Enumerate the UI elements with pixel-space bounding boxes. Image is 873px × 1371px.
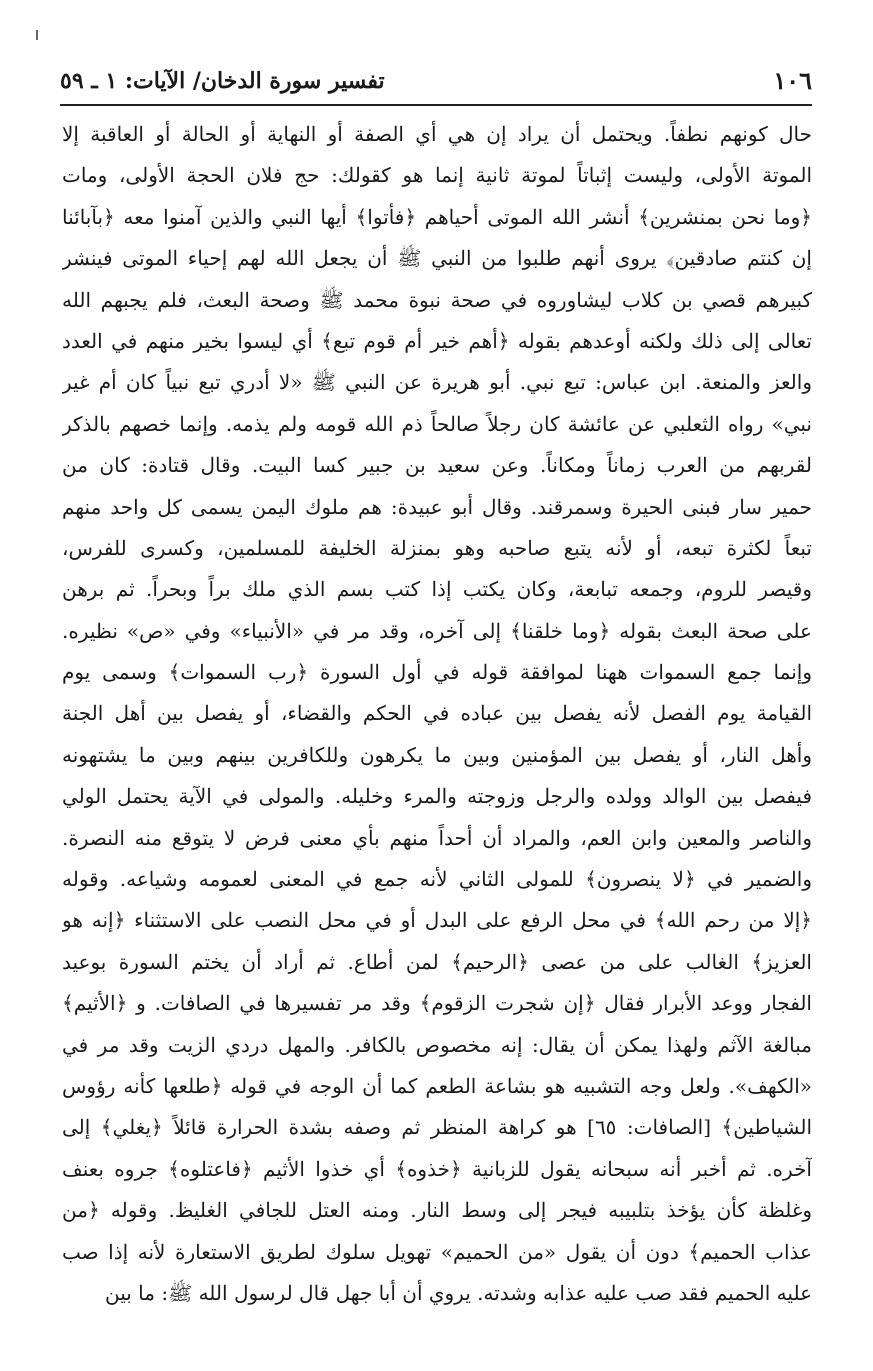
text-line: والضمير في ﴿لا ينصرون﴾ للمولى الثاني لأنه جمع في المعنى لعمومه وشياعه. وقوله [62,867,812,892]
text-line: نبي» رواه الثعلبي عن عائشة كان رجلاً صالحاً ذم الله قومه ولم يذمه. وإنما خصهم بالذكر [62,411,812,436]
text-line: فيفصل بين الوالد وولده والرجل وزوجته والمرء وخليله. والمولى في الآية يحتمل الولي [62,784,812,809]
text-line: إن كنتم صادقين﴾ يروى أنهم طلبوا من النبي ﷺ أن يجعل الله لهم إحياء الموتى فينشر [62,246,812,271]
text-line: والناصر والمعين وابن العم، والمراد أن أحداً منهم بأي معنى فرض لا يتوقع منه النصرة. [62,825,812,850]
text-line: تبعاً لكثرة تبعه، أو لأنه يتبع صاحبه وهو بمنزلة الخليفة للمسلمين، وكسرى للفرس، [62,535,812,560]
text-line: عليه الحميم فقد صب عليه عذابه وشدته. يروي أن أبا جهل قال لرسول الله ﷺ: ما بين [104,1280,812,1305]
text-line: آخره. ثم أخبر أنه سبحانه يقول للزبانية ﴿خذوه﴾ أي خذوا الأثيم ﴿فاعتلوه﴾ جروه بعنف [62,1156,812,1181]
body-text [62,114,812,1314]
text-line: وإنما جمع السموات ههنا لموافقة قوله في أول السورة ﴿رب السموات﴾ وسمى يوم [62,660,812,685]
text-line: العزيز﴾ الغالب على من عصى ﴿الرحيم﴾ لمن أطاع. ثم أراد أن يختم السورة بوعيد [62,949,812,974]
text-line: لقربهم من العرب زماناً ومكاناً. وعن سعيد بن جبير كسا البيت. وقال قتادة: كان من [62,453,812,478]
text-line: وغلظة كأن يؤخذ بتلبيبه فيجر إلى وسط النار. ومنه العتل للجافي الغليظ. وقوله ﴿من [62,1198,812,1223]
text-line: حمير سار فبنى الحيرة وسمرقند. وقال أبو عبيدة: هم ملوك اليمن يسمى كل واحد منهم [62,494,812,519]
text-line: الموتة الأولى، وليست إثباتاً لموتة ثانية إنما هو كقولك: حج فلان الحجة الأولى، ومات [62,163,812,188]
text-line: على صحة البعث بقوله ﴿وما خلقنا﴾ إلى آخره، وقد مر في «الأنبياء» وفي «ص» نظيره. [62,618,812,643]
text-line: مبالغة الآثم ولهذا يمكن أن يقال: إنه مخصوص بالكافر. والمهل دردي الزيت وقد مر في [62,1032,812,1057]
page-header [60,66,812,96]
text-line: القيامة يوم الفصل لأنه يفصل بين عباده في الحكم والقضاء، أو يفصل بين أهل الجنة [62,701,812,726]
scan-mark [36,30,38,40]
text-line: عذاب الحميم﴾ دون أن يقول «من الحميم» تهويل سلوك لطريق الاستعارة لأنه إذا صب [62,1239,812,1264]
text-line: حال كونهم نطفاً. ويحتمل أن يراد إن هي أي الصفة أو النهاية أو الحالة أو العاقبة إلا [62,122,812,146]
text-line: وقيصر للروم، وجمعه تبابعة، وكان يكتب إذا كتب بسم الذي ملك براً وبحراً. ثم برهن [62,577,812,602]
header-divider [60,104,812,106]
text-line: والعز والمنعة. ابن عباس: تبع نبي. أبو هريرة عن النبي ﷺ «لا أدري تبع نبياً كان أم غير [62,370,812,395]
text-line: الشياطين﴾ [الصافات: ٦٥] هو كراهة المنظر ثم وصفه بشدة الحرارة قائلاً ﴿يغلي﴾ إلى [62,1115,812,1140]
text-line: الفجار ووعد الأبرار فقال ﴿إن شجرت الزقوم﴾ وقد مر تفسيرها في الصافات. و ﴿الأثيم﴾ [62,991,812,1016]
text-line: ﴿وما نحن بمنشرين﴾ أنشر الله الموتى أحياهم ﴿فأتوا﴾ أيها النبي والذين آمنوا معه ﴿بآبائنا [62,204,812,229]
text-line: ﴿إلا من رحم الله﴾ في محل الرفع على البدل أو في محل النصب على الاستثناء ﴿إنه هو [62,908,812,933]
text-line: «الكهف». ولعل وجه التشبيه هو بشاعة الطعم كما أن الوجه في قوله ﴿طلعها كأنه رؤوس [62,1073,812,1098]
running-title: تفسير سورة الدخان/ الآيات: ١ ـ ٥٩ [60,68,385,94]
text-line: كبيرهم قصي بن كلاب ليشاوروه في صحة نبوة محمد ﷺ وصحة البعث، فلم يجبهم الله [62,287,812,312]
text-line: وأهل النار، أو يفصل بين المؤمنين وبين ما يكرهون وللكافرين بينهم وبين ما يشتهونه [62,742,812,767]
text-line: تعالى إلى ذلك ولكنه أوعدهم بقوله ﴿أهم خير أم قوم تبع﴾ أي ليسوا بخير منهم في العدد [62,328,812,353]
page-number: ١٠٦ [773,66,812,95]
